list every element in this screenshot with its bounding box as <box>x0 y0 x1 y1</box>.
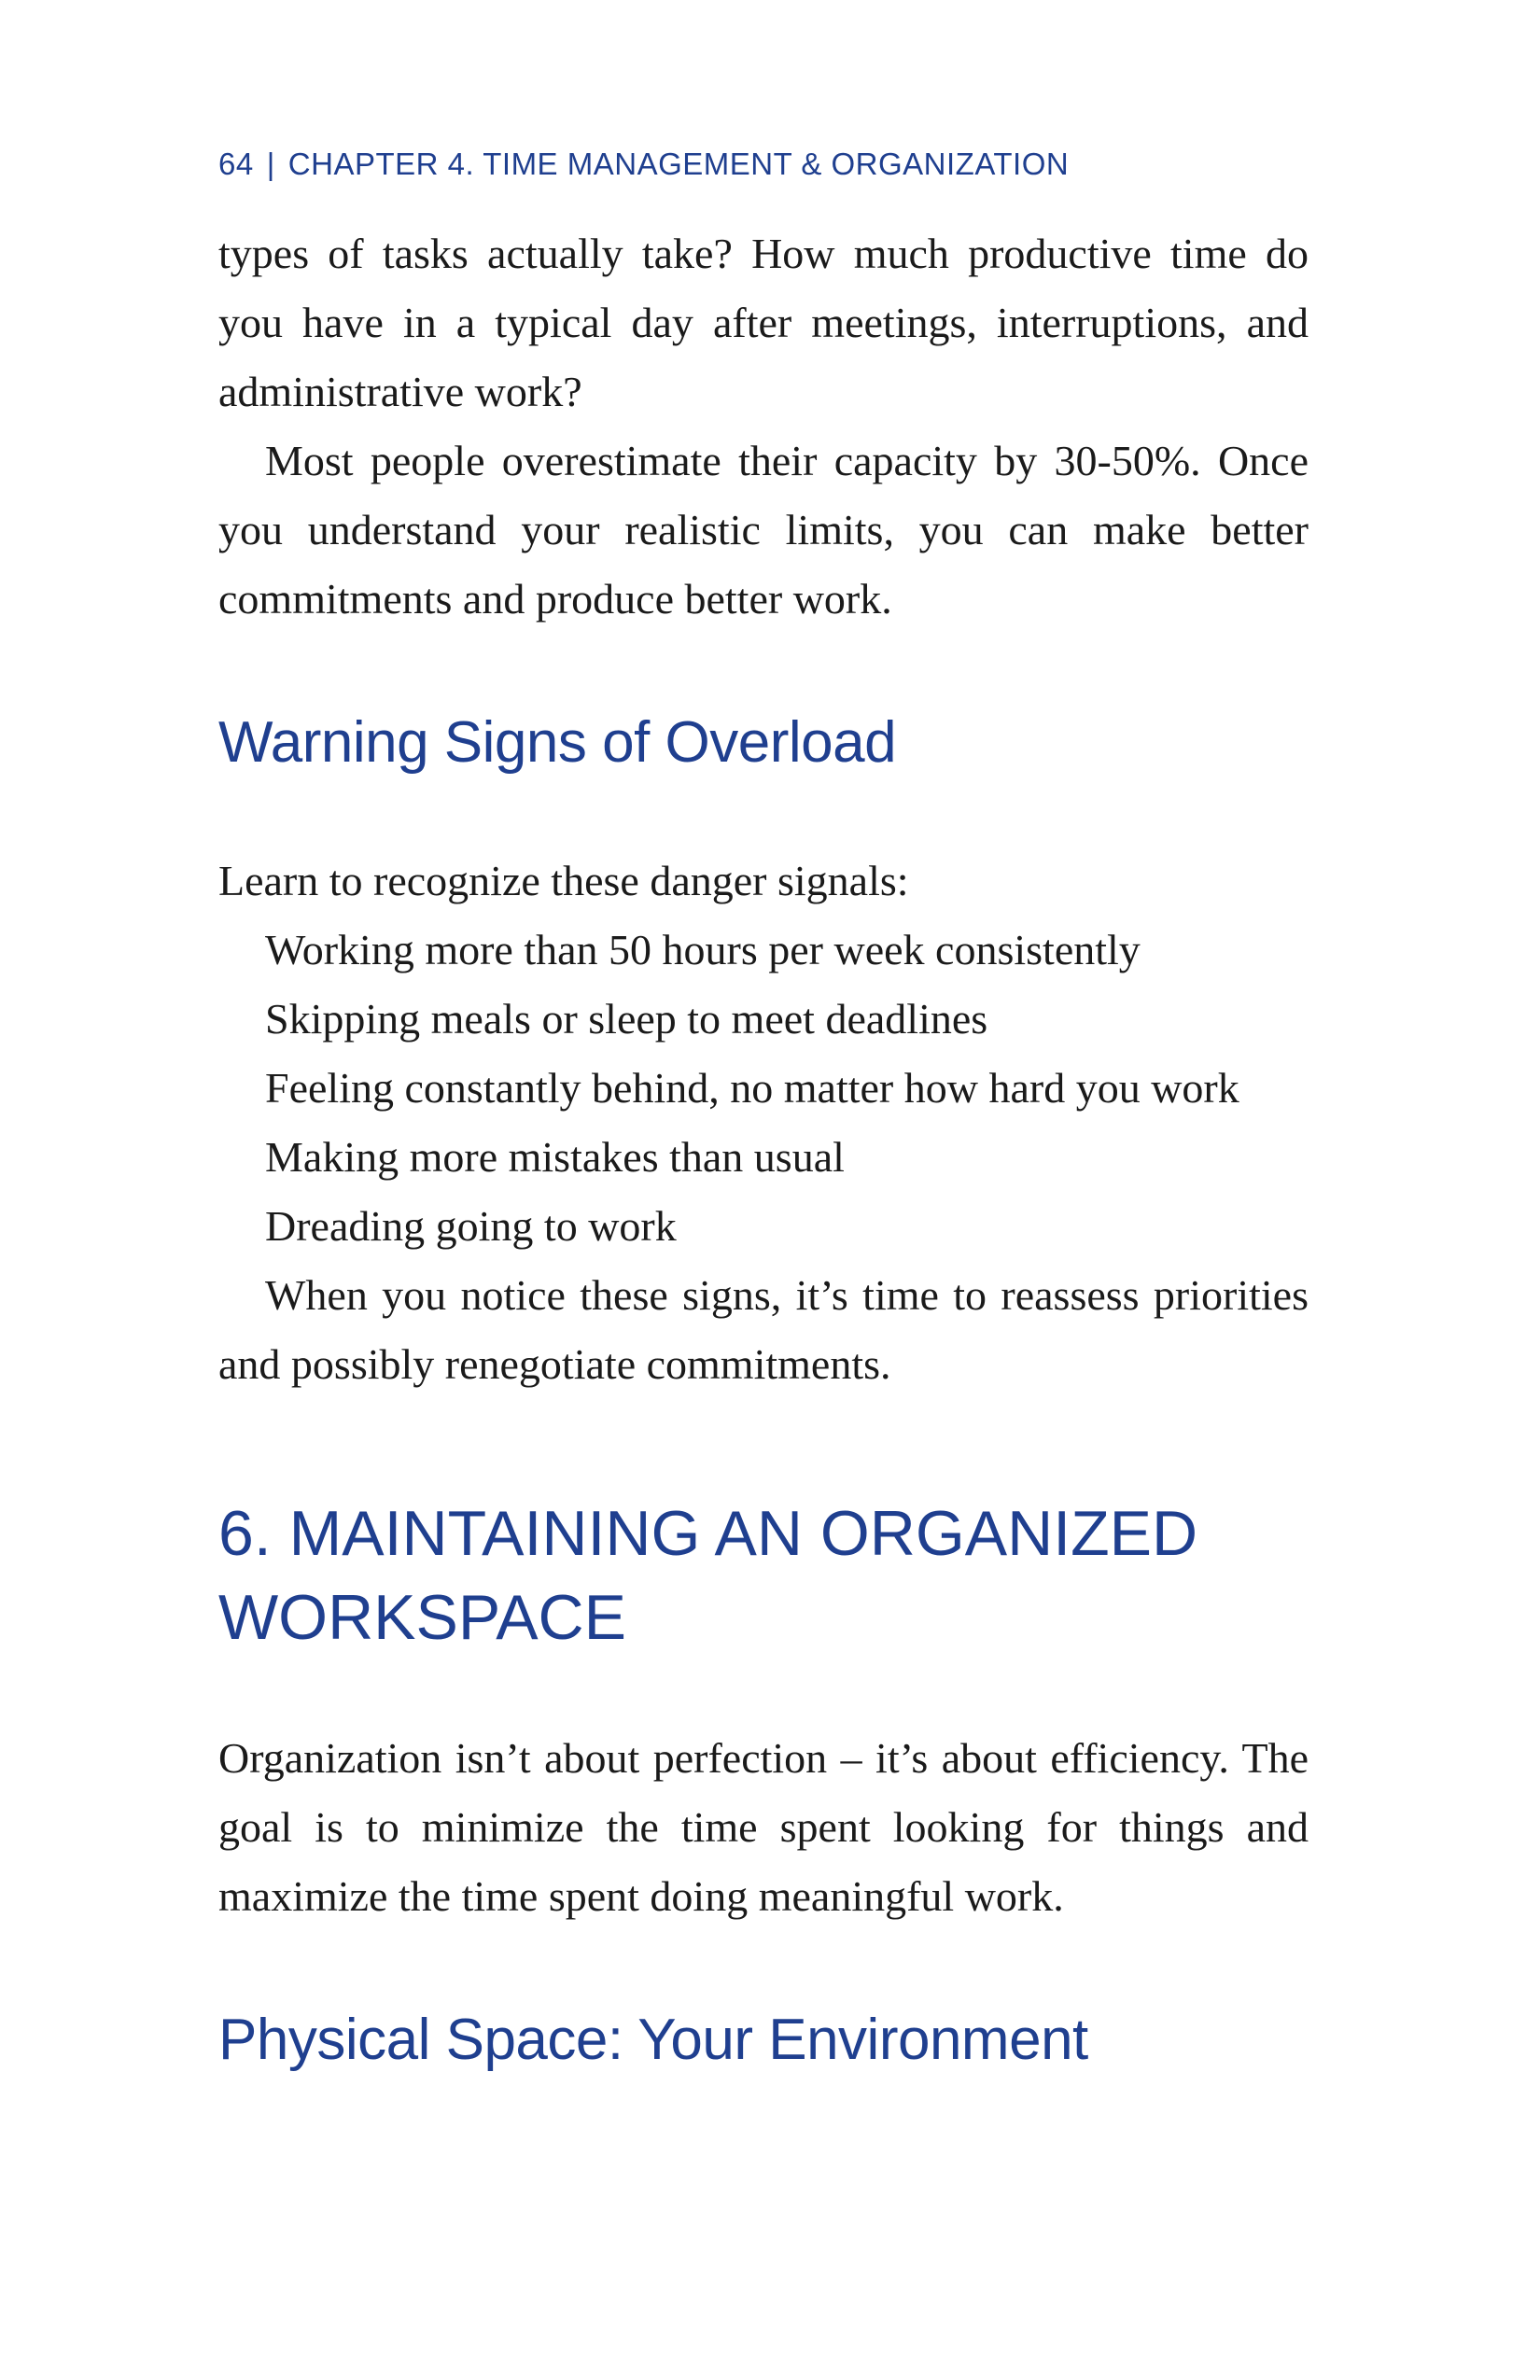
warning-item: Feeling constantly behind, no matter how hard you work <box>265 1064 1239 1112</box>
chapter-title: CHAPTER 4. TIME MANAGEMENT & ORGANIZATION <box>287 147 1070 181</box>
section-heading-physical-space: Physical Space: Your Environment <box>218 2008 1088 2072</box>
chapter-section-heading: 6. MAINTAINING AN ORGANIZED WORKSPACE <box>218 1498 1198 1653</box>
warning-intro: Learn to recognize these danger signals: <box>218 857 909 904</box>
running-header <box>218 147 1069 182</box>
warning-closing: When you notice these signs, it’s time to reassess priorities and possibly renegotiate commitments. <box>218 1271 1309 1388</box>
workspace-intro: Organization isn’t about perfection – it’s about efficiency. The goal is to minimize the time spent looking for things and maximize the time spent doing meaningful work. <box>218 1734 1309 1920</box>
section-heading-warning-signs: Warning Signs of Overload <box>218 710 897 775</box>
paragraph-continued: types of tasks actually take? How much productive time do you have in a typical day after meetings, interruptions, and administrative work? <box>218 230 1309 415</box>
warning-item: Working more than 50 hours per week consistently <box>265 926 1141 973</box>
warning-item: Making more mistakes than usual <box>265 1133 845 1181</box>
paragraph-capacity: Most people overestimate their capacity by 30-50%. Once you understand your realistic limits, you can make better commitments and produce better work. <box>218 437 1309 623</box>
warning-item: Skipping meals or sleep to meet deadlines <box>265 995 988 1043</box>
header-separator: | <box>266 147 275 181</box>
warning-item: Dreading going to work <box>265 1202 677 1250</box>
page-number: 64 <box>218 147 254 181</box>
